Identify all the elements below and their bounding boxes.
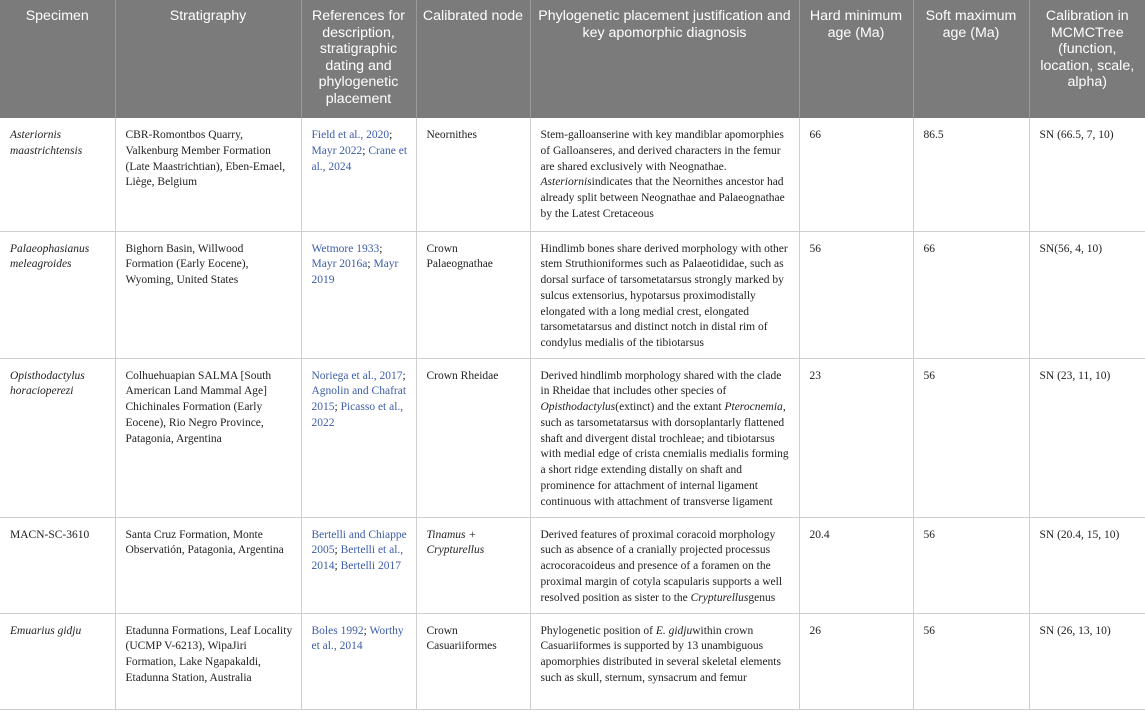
justification-cell: Phylogenetic position of E. gidjuwithin crown Casuariiformes is supported by 13 unambiguous apomorphies distributed in several skeletal elements such as skull, sternum, synsacrum and femur <box>530 613 799 709</box>
justification-cell: Stem-galloanserine with key mandiblar apomorphies of Galloanseres, and derived characters in the femur are shared exclusively with Neognathae. Asteriornisindicates that the Neornithes ancestor had already split between Neognathae and Palaeognathae by the Latest Cretaceous <box>530 118 799 231</box>
header-specimen: Specimen <box>0 0 115 118</box>
reference-link[interactable]: Noriega et al., 2017 <box>311 369 403 382</box>
table-row <box>0 517 1145 613</box>
specimen-cell: Emuarius gidju <box>0 613 115 709</box>
calibrated-node-cell: Tinamus + Crypturellus <box>416 517 530 613</box>
stratigraphy-cell: Santa Cruz Formation, Monte Observatión, Patagonia, Argentina <box>115 517 301 613</box>
soft-max-age-cell: 66 <box>913 231 1029 358</box>
reference-link[interactable]: Bertelli and Chiappe 2005 <box>311 528 407 557</box>
soft-max-age-cell: 56 <box>913 358 1029 517</box>
reference-link[interactable]: Agnolin and Chafrat 2015 <box>311 385 407 414</box>
header-calibrated-node: Calibrated node <box>416 0 530 118</box>
header-hard-min-age: Hard minimum age (Ma) <box>799 0 913 118</box>
reference-link[interactable]: Bertelli et al., 2014 <box>311 544 404 573</box>
calibration-cell: SN (20.4, 15, 10) <box>1029 517 1145 613</box>
references-cell: Noriega et al., 2017; Agnolin and Chafrat 2015; Picasso et al., 2022 <box>301 358 416 517</box>
table-row <box>0 358 1145 517</box>
specimen-cell: Palaeophasianus meleagroides <box>0 231 115 358</box>
reference-link[interactable]: Wetmore 1933 <box>311 242 380 255</box>
specimen-cell: MACN-SC-3610 <box>0 517 115 613</box>
stratigraphy-cell: Bighorn Basin, Willwood Formation (Early Eocene), Wyoming, United States <box>115 231 301 358</box>
calibrated-node-cell: Neornithes <box>416 118 530 231</box>
hard-min-age-cell: 20.4 <box>799 517 913 613</box>
calibration-cell: SN (66.5, 7, 10) <box>1029 118 1145 231</box>
reference-link[interactable]: Mayr 2016a <box>311 258 368 271</box>
stratigraphy-cell: Colhuehuapian SALMA [South American Land Mammal Age] Chichinales Formation (Early Eocene), Rio Negro Province, Patagonia, Argentina <box>115 358 301 517</box>
justification-cell: Derived features of proximal coracoid morphology such as absence of a cranially projected processus acrocoracoideus and presence of a foramen on the proximal margin of cotyla scapularis supports a well resolved position as sister to the Crypturellusgenus <box>530 517 799 613</box>
calibration-cell: SN(56, 4, 10) <box>1029 231 1145 358</box>
reference-link[interactable]: Bertelli 2017 <box>340 560 401 573</box>
hard-min-age-cell: 66 <box>799 118 913 231</box>
hard-min-age-cell: 23 <box>799 358 913 517</box>
reference-link[interactable]: Picasso et al., 2022 <box>311 401 404 429</box>
calibrated-node-cell: Crown Rheidae <box>416 358 530 517</box>
header-row <box>0 0 1145 118</box>
stratigraphy-cell: CBR-Romontbos Quarry, Valkenburg Member Formation (Late Maastrichtian), Eben-Emael, Liège, Belgium <box>115 118 301 231</box>
specimen-cell: Opisthodactylus horacioperezi <box>0 358 115 517</box>
reference-link[interactable]: Mayr 2022 <box>311 144 363 157</box>
references-cell: Wetmore 1933; Mayr 2016a; Mayr 2019 <box>301 231 416 358</box>
soft-max-age-cell: 56 <box>913 613 1029 709</box>
reference-link[interactable]: Mayr 2019 <box>311 258 399 287</box>
table-row <box>0 231 1145 358</box>
references-cell: Field et al., 2020; Mayr 2022; Crane et al., 2024 <box>301 118 416 231</box>
header-stratigraphy: Stratigraphy <box>115 0 301 118</box>
stratigraphy-cell: Etadunna Formations, Leaf Locality (UCMP V-6213), WipaJiri Formation, Lake Ngapakaldi, Etadunna Station, Australia <box>115 613 301 709</box>
reference-link[interactable]: Worthy et al., 2014 <box>311 624 404 653</box>
calibration-cell: SN (26, 13, 10) <box>1029 613 1145 709</box>
calibration-cell: SN (23, 11, 10) <box>1029 358 1145 517</box>
reference-link[interactable]: Boles 1992 <box>311 624 364 637</box>
references-cell: Bertelli and Chiappe 2005; Bertelli et al., 2014; Bertelli 2017 <box>301 517 416 613</box>
header-justification: Phylogenetic placement justification and key apomorphic diagnosis <box>530 0 799 118</box>
hard-min-age-cell: 26 <box>799 613 913 709</box>
specimen-cell: Asteriornis maastrichtensis <box>0 118 115 231</box>
header-soft-max-age: Soft maximum age (Ma) <box>913 0 1029 118</box>
reference-link[interactable]: Field et al., 2020 <box>311 129 390 141</box>
header-references: References for description, stratigraphic dating and phylogenetic placement <box>301 0 416 118</box>
justification-cell: Hindlimb bones share derived morphology with other stem Struthioniformes such as Palaeotididae, such as dorsal surface of tarsometatarsus strongly marked by sulcus extensorius, hypotarsus proximodistally elongated with a long medial crest, elongated tarsometatarsus and distinct notch in distal rim of condylus medialis of the tibiotarsus <box>530 231 799 358</box>
table-row <box>0 613 1145 709</box>
header-calibration: Calibration in MCMCTree (function, location, scale, alpha) <box>1029 0 1145 118</box>
hard-min-age-cell: 56 <box>799 231 913 358</box>
calibrated-node-cell: Crown Palaeognathae <box>416 231 530 358</box>
soft-max-age-cell: 56 <box>913 517 1029 613</box>
soft-max-age-cell: 86.5 <box>913 118 1029 231</box>
calibrated-node-cell: Crown Casuariiformes <box>416 613 530 709</box>
justification-cell: Derived hindlimb morphology shared with the clade in Rheidae that includes other species of Opisthodactylus(extinct) and the extant Pterocnemia, such as tarsometatarsus with dorsoplantarly flattened shaft and divergent distal trochleae; and tibiotarsus with medial edge of crista cnemialis medialis forming a short ridge extending distally on shaft and prominence for attachment of internal ligament continuous with attachment of transverse ligament <box>530 358 799 517</box>
table-row <box>0 118 1145 231</box>
references-cell: Boles 1992; Worthy et al., 2014 <box>301 613 416 709</box>
reference-link[interactable]: Crane et al., 2024 <box>311 144 408 173</box>
